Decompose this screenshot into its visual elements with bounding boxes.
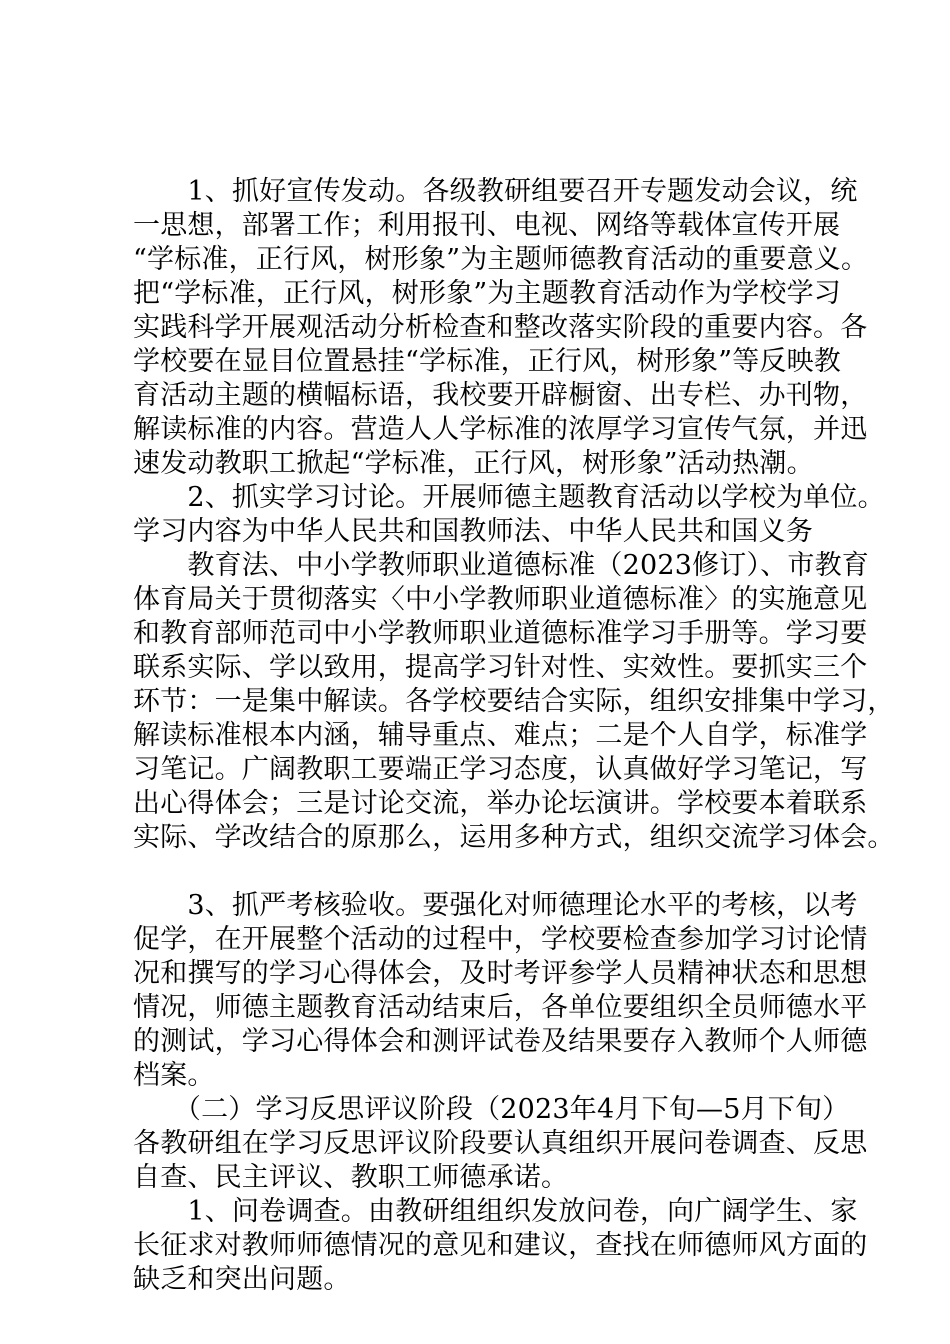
text-line: 出心得体会；三是讨论交流，举办论坛演讲。学校要本着联系 bbox=[133, 788, 868, 819]
text-line: 各教研组在学习反思评议阶段要认真组织开展问卷调查、反思 bbox=[133, 1128, 868, 1159]
text-line: 一思想，部署工作；利用报刊、电视、网络等载体宣传开展 bbox=[133, 210, 841, 241]
text-line: 档案。 bbox=[133, 1060, 215, 1091]
text-line: （二）学习反思评议阶段（2023年4月下旬—5月下旬） bbox=[133, 1094, 850, 1125]
text-line: 体育局关于贯彻落实〈中小学教师职业道德标准〉的实施意见 bbox=[133, 584, 868, 615]
text-line: 3、抓严考核验收。要强化对师德理论水平的考核，以考 bbox=[133, 890, 858, 921]
text-line: 缺乏和突出问题。 bbox=[133, 1264, 351, 1295]
text-line: 自查、民主评议、教职工师德承诺。 bbox=[133, 1162, 569, 1193]
text-line: 学习内容为中华人民共和国教师法、中华人民共和国义务 bbox=[133, 516, 813, 547]
text-line: 情况，师德主题教育活动结束后，各单位要组织全员师德水平 bbox=[133, 992, 868, 1023]
text-line: 1、抓好宣传发动。各级教研组要召开专题发动会议，统 bbox=[133, 176, 858, 207]
text-line: 长征求对教师师德情况的意见和建议，查找在师德师风方面的 bbox=[133, 1230, 868, 1261]
text-line: 学校要在显目位置悬挂“学标准，正行风，树形象”等反映教 bbox=[133, 346, 842, 377]
text-line: 教育法、中小学教师职业道德标准（2023修订）、市教育 bbox=[133, 550, 870, 581]
text-line: 实践科学开展观活动分析检查和整改落实阶段的重要内容。各 bbox=[133, 312, 868, 343]
text-line: 1、问卷调查。由教研组组织发放问卷，向广阔学生、家 bbox=[133, 1196, 858, 1227]
text-line: 速发动教职工掀起“学标准，正行风，树形象”活动热潮。 bbox=[133, 448, 814, 479]
text-line: “学标准，正行风，树形象”为主题师德教育活动的重要意义。 bbox=[133, 244, 869, 275]
text-line: 的测试，学习心得体会和测评试卷及结果要存入教师个人师德 bbox=[133, 1026, 868, 1057]
text-line: 习笔记。广阔教职工要端正学习态度，认真做好学习笔记，写 bbox=[133, 754, 868, 785]
text-line: 促学，在开展整个活动的过程中，学校要检查参加学习讨论情 bbox=[133, 924, 868, 955]
text-line: 实际、学改结合的原那么，运用多种方式，组织交流学习体会。 bbox=[133, 822, 895, 853]
text-line: 联系实际、学以致用，提高学习针对性、实效性。要抓实三个 bbox=[133, 652, 868, 683]
text-line: 解读标准的内容。营造人人学标准的浓厚学习宣传气氛，并迅 bbox=[133, 414, 868, 445]
text-line: 育活动主题的横幅标语，我校要开辟橱窗、出专栏、办刊物， bbox=[133, 380, 868, 411]
text-line: 和教育部师范司中小学教师职业道德标准学习手册等。学习要 bbox=[133, 618, 868, 649]
text-line: 把“学标准，正行风，树形象”为主题教育活动作为学校学习 bbox=[133, 278, 842, 309]
text-line: 环节：一是集中解读。各学校要结合实际，组织安排集中学习， bbox=[133, 686, 895, 717]
text-line: 2、抓实学习讨论。开展师德主题教育活动以学校为单位。 bbox=[133, 482, 885, 513]
text-line: 况和撰写的学习心得体会，及时考评参学人员精神状态和思想 bbox=[133, 958, 868, 989]
text-line: 解读标准根本内涵，辅导重点、难点；二是个人自学，标准学 bbox=[133, 720, 868, 751]
